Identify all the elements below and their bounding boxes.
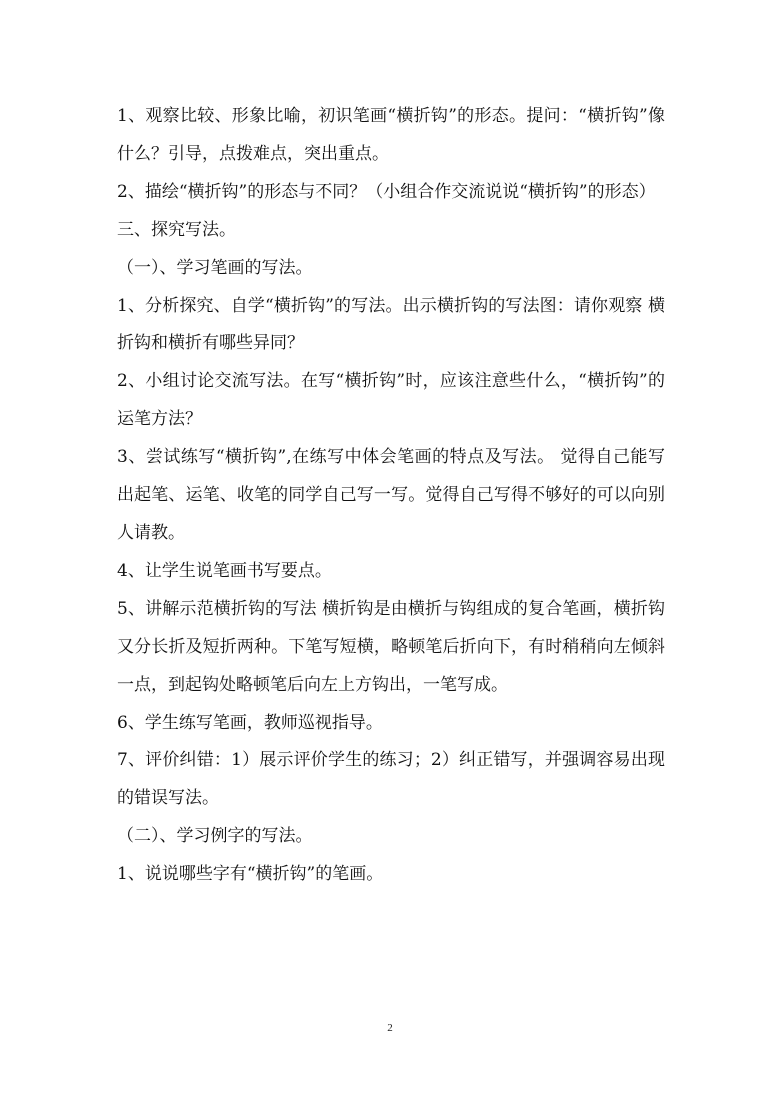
paragraph-6: 4、让学生说笔画书写要点。 [117,560,332,581]
section-heading-explore: 三、探究写法。 [117,219,236,240]
subsection-heading-stroke: （一）、学习笔画的写法。 [117,257,313,278]
paragraph-10: 1、说说哪些字有“横折钩”的笔画。 [117,864,384,885]
paragraph-3: 1、分析探究、自学“横折钩”的写法。出示横折钩的写法图：请你观察 横折钩和横折有哪些异同？ [117,295,665,354]
paragraph-5: 3、尝试练写“横折钩”,在练写中体会笔画的特点及写法。 觉得自己能写出起笔、运笔、收笔的同学自己写一写。觉得自己写得不够好的可以向别人请教。 [117,447,665,543]
paragraph-9: 7、评价纠错：1）展示评价学生的练习；2）纠正错写，并强调容易出现的错误写法。 [117,750,665,809]
page-number: 2 [387,1022,393,1034]
paragraph-8: 6、学生练写笔画，教师巡视指导。 [117,712,383,733]
document-body [117,98,665,894]
paragraph-2: 2、描绘“横折钩”的形态与不同？（小组合作交流说说“横折钩”的形态） [117,181,656,202]
subsection-heading-example: （二）、学习例字的写法。 [117,826,313,847]
paragraph-4: 2、小组讨论交流写法。在写“横折钩”时，应该注意些什么，“横折钩”的运笔方法？ [117,371,665,430]
paragraph-7: 5、讲解示范横折钩的写法 横折钩是由横折与钩组成的复合笔画，横折钩又分长折及短折两种。下笔写短横，略顿笔后折向下，有时稍稍向左倾斜一点，到起钩处略顿笔后向左上方钩出，一笔写成。 [117,598,665,695]
paragraph-1: 1、观察比较、形象比喻，初识笔画“横折钩”的形态。提问：“横折钩”像什么？引导，点拨难点，突出重点。 [117,106,665,164]
